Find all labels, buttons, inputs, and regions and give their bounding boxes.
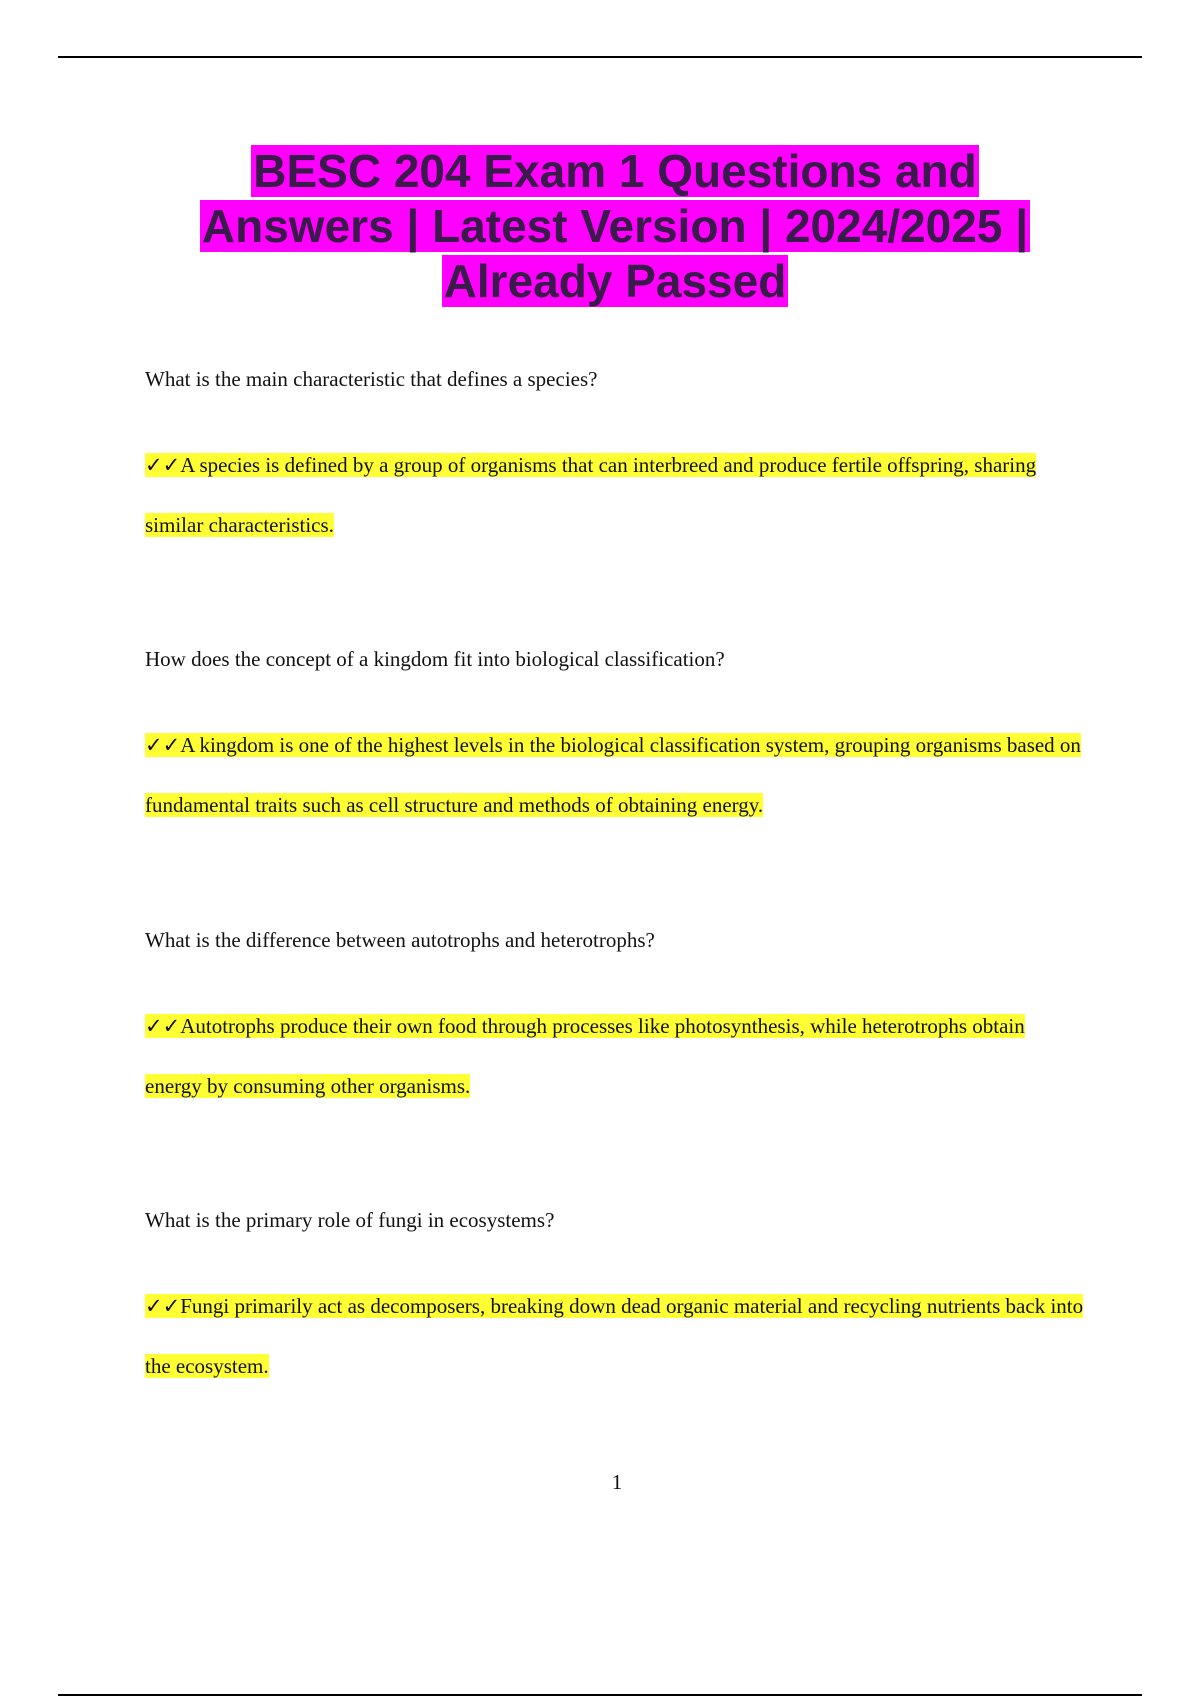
answer-block bbox=[145, 715, 1085, 835]
question-text: What is the difference between autotrophs and heterotrophs? bbox=[145, 928, 655, 952]
answer-block bbox=[145, 996, 1085, 1116]
question-text: What is the primary role of fungi in ecosystems? bbox=[145, 1208, 555, 1232]
qa-item-4 bbox=[145, 1205, 1085, 1396]
answer-text: A kingdom is one of the highest levels in the biological classification system, grouping organisms based on fundamental traits such as cell structure and methods of obtaining energy. bbox=[145, 733, 1081, 817]
document-title-text: BESC 204 Exam 1 Questions and Answers | Latest Version | 2024/2025 | Already Passed bbox=[201, 145, 1029, 307]
top-rule bbox=[58, 56, 1142, 58]
qa-item-1 bbox=[145, 364, 1085, 555]
bottom-rule bbox=[58, 1694, 1142, 1696]
question-text: What is the main characteristic that defines a species? bbox=[145, 367, 598, 391]
qa-item-3 bbox=[145, 925, 1085, 1116]
answer-highlight bbox=[145, 733, 1081, 817]
page-number: 1 bbox=[611, 1470, 623, 1494]
double-check-icon: ✓✓ bbox=[145, 733, 181, 757]
double-check-icon: ✓✓ bbox=[145, 1014, 181, 1038]
answer-highlight bbox=[145, 1014, 1025, 1098]
answer-block bbox=[145, 435, 1085, 555]
answer-text: Fungi primarily act as decomposers, breaking down dead organic material and recycling nutrients back into the ecosystem. bbox=[145, 1294, 1084, 1378]
answer-highlight bbox=[145, 1294, 1083, 1378]
double-check-icon: ✓✓ bbox=[145, 453, 181, 477]
answer-highlight bbox=[145, 453, 1036, 537]
document-title bbox=[160, 144, 1070, 309]
qa-item-2 bbox=[145, 644, 1085, 835]
answer-block bbox=[145, 1276, 1085, 1396]
answer-text: A species is defined by a group of organisms that can interbreed and produce fertile offspring, sharing similar characteristics. bbox=[145, 453, 1037, 537]
question-text: How does the concept of a kingdom fit into biological classification? bbox=[145, 647, 725, 671]
answer-text: Autotrophs produce their own food through processes like photosynthesis, while heterotrophs obtain energy by consuming other organisms. bbox=[145, 1014, 1025, 1098]
double-check-icon: ✓✓ bbox=[145, 1294, 181, 1318]
